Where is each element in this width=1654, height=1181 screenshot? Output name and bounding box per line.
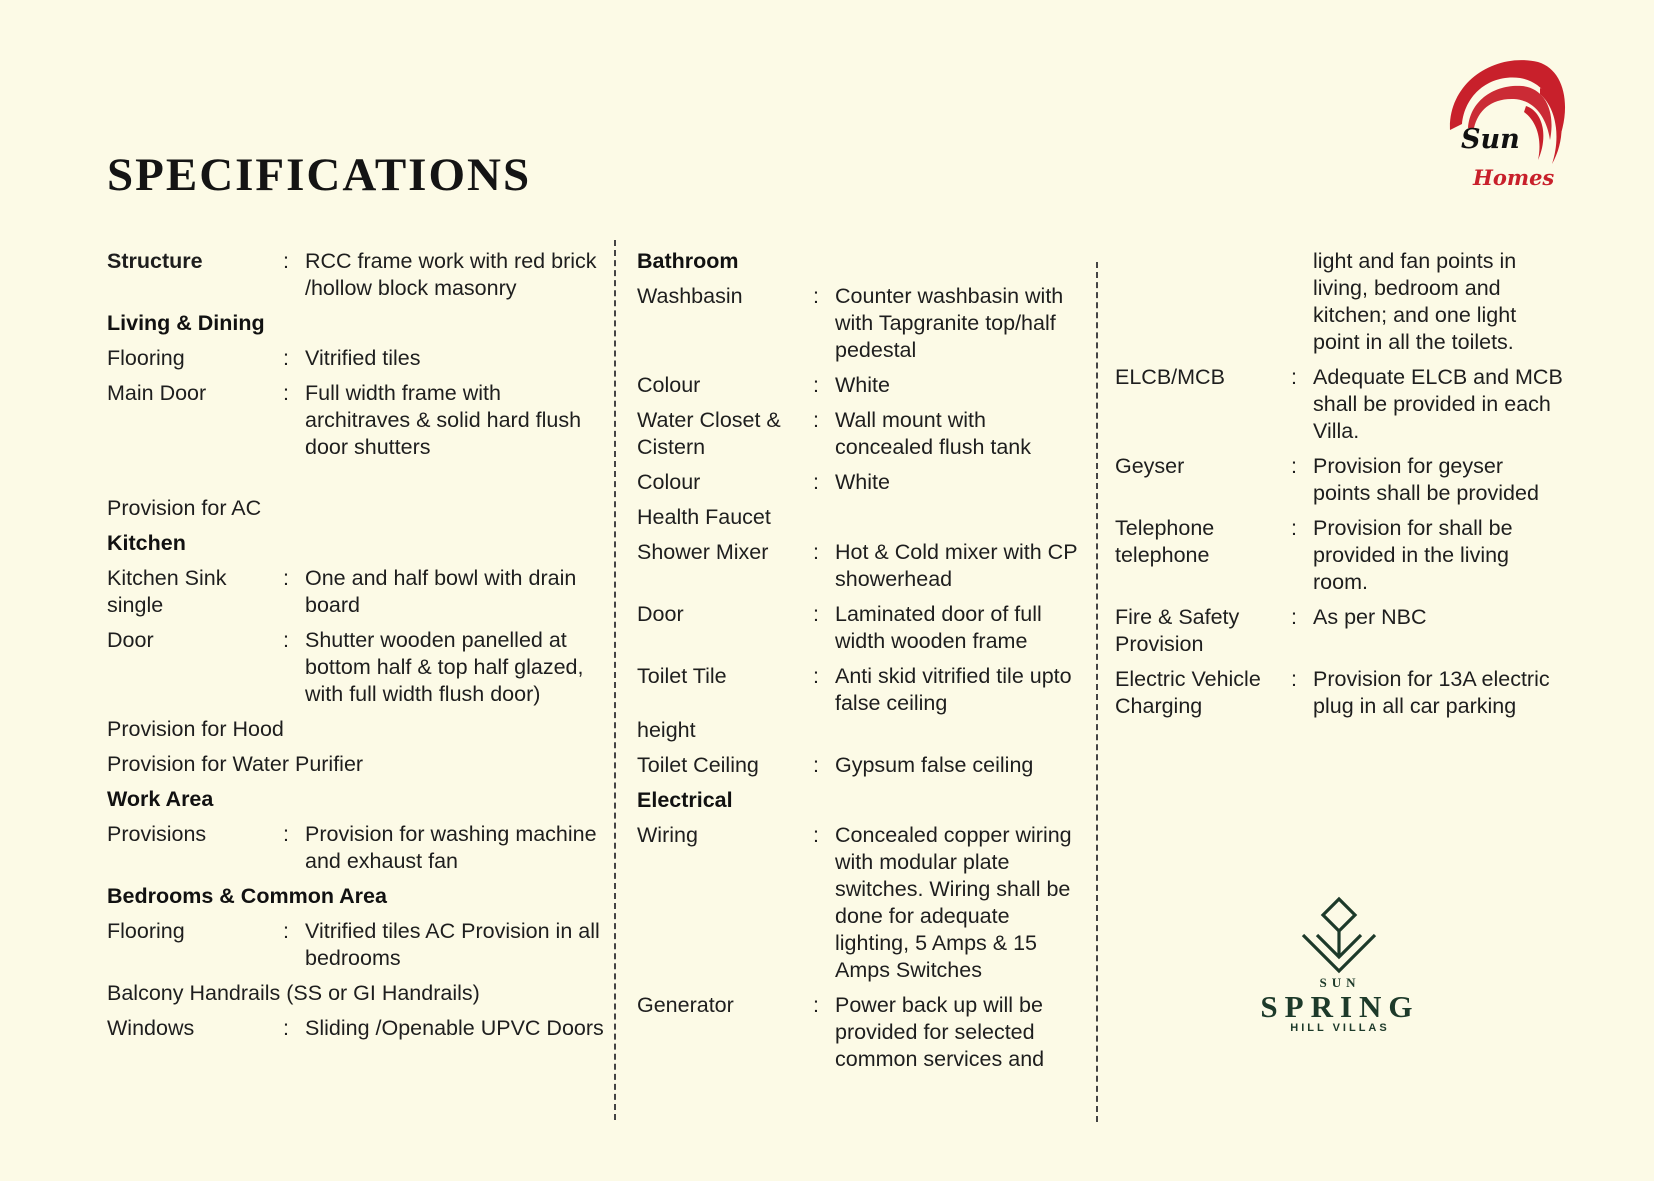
spec-row-generator-continued [1115, 248, 1565, 356]
spec-value: As per NBC [1313, 605, 1427, 629]
spec-row-bathroom-door [637, 601, 1089, 655]
spec-label: Telephone telephone [1115, 516, 1215, 567]
spec-colon: : [283, 381, 289, 405]
spec-colon: : [813, 823, 819, 847]
spring-logo-name-text: SPRING [1260, 989, 1420, 1024]
spec-row-wiring [637, 822, 1089, 984]
spec-label: Flooring [107, 346, 185, 370]
spec-label: Fire & Safety Provision [1115, 605, 1240, 656]
spec-label: Door [637, 602, 684, 626]
sun-homes-wordmark-homes: Homes [1473, 165, 1555, 190]
spec-colon: : [283, 1016, 289, 1040]
spec-row-kitchen-sink [107, 565, 607, 619]
spec-colon: : [283, 346, 289, 370]
spec-column-2 [637, 248, 1089, 1081]
spec-colon: : [1291, 516, 1297, 540]
spec-value: light and fan points in living, bedroom and kitchen; and one light point in all the toilets. [1313, 249, 1517, 354]
spec-value: Provision for shall be provided in the living room. [1313, 516, 1513, 594]
spec-value: Hot & Cold mixer with CP showerhead [835, 540, 1078, 591]
spec-row-work-provisions [107, 821, 607, 875]
spec-value: Full width frame with architraves & solid hard flush door shutters [305, 381, 582, 459]
spec-value: Provision for 13A electric plug in all car parking [1313, 667, 1550, 718]
spec-colon: : [1291, 454, 1297, 478]
spec-row-provision-ac: Provision for AC [107, 496, 262, 520]
spec-row-kitchen-door [107, 627, 607, 708]
spec-colon: : [1291, 605, 1297, 629]
column-divider [614, 240, 616, 1120]
spec-label: Electric Vehicle Charging [1115, 667, 1261, 718]
spec-row-windows [107, 1015, 607, 1042]
spec-label: Provisions [107, 822, 207, 846]
spec-row-colour [637, 469, 1089, 496]
spec-colon: : [283, 249, 289, 273]
spec-colon: : [283, 822, 289, 846]
spec-colon: : [1291, 365, 1297, 389]
spec-value: One and half bowl with drain board [305, 566, 577, 617]
spec-label: Washbasin [637, 284, 743, 308]
section-heading-electrical: Electrical [637, 788, 733, 812]
spec-value: Wall mount with concealed flush tank [835, 408, 1032, 459]
spec-row-toilet-tile-height: height [637, 718, 696, 742]
spec-value: Provision for washing machine and exhaust fan [305, 822, 597, 873]
spec-row-ev-charging [1115, 666, 1565, 720]
spec-column-3 [1115, 248, 1565, 728]
spec-label: Structure [107, 249, 203, 273]
spec-column-1 [107, 248, 607, 1050]
spec-value: Anti skid vitrified tile upto false ceiling [835, 664, 1072, 715]
spec-label: Door [107, 628, 154, 652]
spec-label: Kitchen Sink single [107, 566, 227, 617]
spec-row-geyser [1115, 453, 1565, 507]
spec-colon: : [813, 540, 819, 564]
spec-value: White [835, 373, 890, 397]
spec-value: Vitrified tiles AC Provision in all bedrooms [305, 919, 600, 970]
spec-colon: : [813, 664, 819, 688]
spec-label-empty [1115, 248, 1291, 356]
spec-label: Colour [637, 373, 701, 397]
spec-row-toilet-ceiling [637, 752, 1089, 779]
section-heading-kitchen: Kitchen [107, 531, 186, 555]
spec-label: Colour [637, 470, 701, 494]
sun-homes-wordmark-sun: Sun [1461, 124, 1520, 155]
spec-row-bedroom-flooring [107, 918, 607, 972]
spec-label: Geyser [1115, 454, 1185, 478]
spec-colon: : [283, 919, 289, 943]
spec-row-main-door [107, 380, 607, 461]
spec-row-shower-mixer [637, 539, 1089, 593]
spec-colon: : [813, 753, 819, 777]
spring-monogram-icon [1297, 895, 1381, 979]
spec-label: Generator [637, 993, 734, 1017]
spec-row-balcony: Balcony Handrails (SS or GI Handrails) [107, 981, 480, 1005]
spec-value: Vitrified tiles [305, 346, 421, 370]
spec-label: Windows [107, 1016, 195, 1040]
spec-label: Toilet Ceiling [637, 753, 759, 777]
spec-value: Laminated door of full width wooden frame [835, 602, 1042, 653]
spec-colon-empty [1291, 248, 1313, 356]
spec-value: White [835, 470, 890, 494]
spec-label: ELCB/MCB [1115, 365, 1225, 389]
spec-row-colour [637, 372, 1089, 399]
section-heading-work-area: Work Area [107, 787, 214, 811]
spec-value: Counter washbasin with with Tapgranite top/half pedestal [835, 284, 1064, 362]
spec-colon: : [1291, 667, 1297, 691]
spec-colon: : [813, 373, 819, 397]
spec-row-structure [107, 248, 607, 302]
spec-label: Wiring [637, 823, 698, 847]
spec-row-provision-hood: Provision for Hood [107, 717, 284, 741]
spec-colon: : [283, 628, 289, 652]
spec-value: Provision for geyser points shall be provided [1313, 454, 1539, 505]
spec-value: Sliding /Openable UPVC Doors [305, 1016, 604, 1040]
spec-row-health-faucet: Health Faucet [637, 505, 771, 529]
spec-label: Main Door [107, 381, 207, 405]
section-heading-living-dining: Living & Dining [107, 311, 265, 335]
spec-value: Adequate ELCB and MCB shall be provided in each Villa. [1313, 365, 1563, 443]
spec-colon: : [813, 408, 819, 432]
spec-row-washbasin [637, 283, 1089, 364]
spec-label: Water Closet & Cistern [637, 408, 781, 459]
spec-value: Concealed copper wiring with modular plate switches. Wiring shall be done for adequate lighting, 5 Amps & 15 Amps Switches [835, 823, 1072, 982]
spec-value: Gypsum false ceiling [835, 753, 1034, 777]
spec-row-fire-safety [1115, 604, 1565, 658]
column-divider [1096, 262, 1098, 1122]
section-heading-bedrooms: Bedrooms & Common Area [107, 884, 387, 908]
spec-colon: : [813, 284, 819, 308]
spec-label: Flooring [107, 919, 185, 943]
spec-row-generator [637, 992, 1089, 1073]
spring-logo-sun-text: SUN [1319, 975, 1361, 990]
spring-logo-tagline-text: HILL VILLAS [1290, 1022, 1390, 1034]
page-title: SPECIFICATIONS [107, 149, 532, 201]
spec-row-living-flooring [107, 345, 607, 372]
spring-hill-villas-logo [1260, 895, 1420, 1045]
spec-label: Shower Mixer [637, 540, 769, 564]
spec-value: Power back up will be provided for selected common services and [835, 993, 1045, 1071]
spec-row-provision-water-purifier: Provision for Water Purifier [107, 752, 364, 776]
spec-value: RCC frame work with red brick /hollow block masonry [305, 249, 597, 300]
spec-row-telephone [1115, 515, 1565, 596]
spec-colon: : [813, 470, 819, 494]
spec-row-water-closet [637, 407, 1089, 461]
spec-colon: : [283, 566, 289, 590]
spec-row-toilet-tile [637, 663, 1089, 717]
spec-colon: : [813, 993, 819, 1017]
section-heading-bathroom: Bathroom [637, 249, 739, 273]
spec-row-elcb-mcb [1115, 364, 1565, 445]
spec-colon: : [813, 602, 819, 626]
spec-value: Shutter wooden panelled at bottom half & top half glazed, with full width flush door) [305, 628, 584, 706]
spec-label: Toilet Tile [637, 664, 727, 688]
